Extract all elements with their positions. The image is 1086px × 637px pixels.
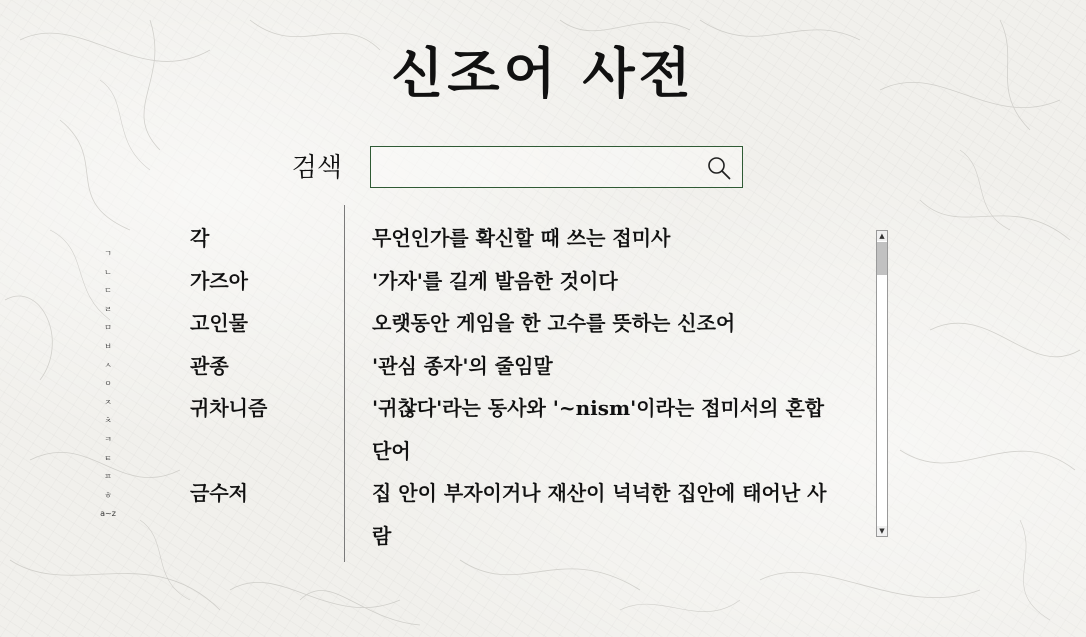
entry-definition: '관심 종자'의 줄임말 — [372, 353, 553, 378]
entry-row[interactable] — [190, 217, 860, 260]
entry-row[interactable] — [190, 345, 860, 388]
index-item[interactable]: ㄱ — [104, 249, 112, 258]
index-item[interactable]: ㅇ — [104, 379, 112, 389]
index-item[interactable]: ㄹ — [104, 304, 112, 314]
entry-term[interactable]: 각 — [190, 226, 210, 250]
entry-definition: '가자'를 길게 발음한 것이다 — [372, 268, 618, 293]
entry-definition: 집 안이 부자이거나 재산이 넉넉한 집안에 태어난 사람 — [372, 481, 827, 548]
entry-term[interactable]: 고인물 — [190, 311, 248, 335]
index-item[interactable]: ㅅ — [104, 360, 112, 370]
search-label: 검색 — [291, 153, 342, 183]
search-box[interactable] — [370, 146, 743, 188]
entry-term[interactable]: 관종 — [190, 353, 229, 378]
index-item[interactable]: ㅁ — [104, 323, 112, 333]
search-icon[interactable] — [706, 155, 732, 181]
search-input[interactable] — [377, 151, 701, 185]
index-item[interactable]: ㅈ — [104, 397, 112, 407]
index-item[interactable]: ㅊ — [104, 416, 112, 426]
index-item[interactable]: ㅎ — [104, 490, 112, 500]
scroll-thumb[interactable] — [877, 242, 887, 275]
entry-definition: 오랫동안 게임을 한 고수를 뜻하는 신조어 — [372, 311, 736, 335]
entry-definition: 무언인가를 확신할 때 쓰는 접미사 — [372, 226, 671, 250]
entry-definition: '귀찮다'라는 동사와 '~nism'이라는 접미서의 혼합 단어 — [372, 396, 825, 463]
entry-term[interactable]: 가즈아 — [190, 268, 248, 293]
index-item[interactable]: ㅍ — [104, 472, 112, 482]
entry-term[interactable]: 금수저 — [190, 481, 248, 505]
page-title: 신조어 사전 — [391, 41, 695, 105]
entry-row[interactable] — [190, 472, 860, 557]
scroll-up-icon[interactable]: ▲ — [877, 231, 887, 241]
entry-row[interactable] — [190, 260, 860, 303]
index-item[interactable]: ㄷ — [104, 286, 112, 296]
entry-row[interactable] — [190, 302, 860, 345]
entry-row[interactable] — [190, 387, 860, 472]
dictionary-entries — [190, 217, 860, 557]
index-item[interactable]: ㅌ — [104, 453, 112, 463]
consonant-index — [96, 245, 120, 524]
index-item[interactable]: ㄴ — [104, 267, 112, 277]
scroll-down-icon[interactable]: ▼ — [877, 526, 887, 536]
index-item[interactable]: ㅋ — [104, 434, 112, 444]
entry-term[interactable]: 귀차니즘 — [190, 396, 268, 420]
scrollbar[interactable] — [876, 230, 888, 537]
index-item[interactable]: ㅂ — [104, 341, 112, 351]
index-item[interactable]: a~z — [100, 509, 116, 519]
